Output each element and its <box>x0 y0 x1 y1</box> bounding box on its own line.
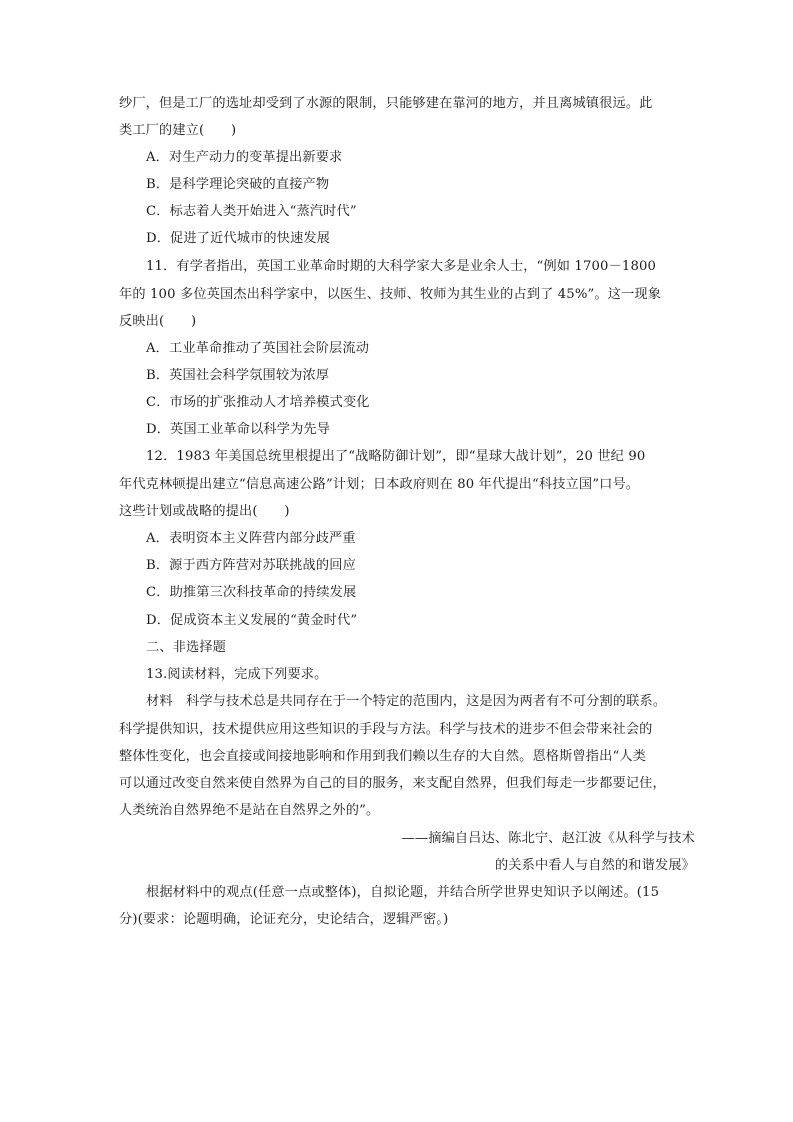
question-11-option-a: A．工业革命推动了英国社会阶层流动 <box>146 341 370 356</box>
question-12-option-b: B．源于西方阵营对苏联挑战的回应 <box>146 558 356 573</box>
question-13-task-line-2: 分)(要求：论题明确，论证充分，史论结合，逻辑严密。) <box>119 912 449 927</box>
question-10-option-d: D．促进了近代城市的快速发展 <box>146 231 331 246</box>
question-12-option-c: C．助推第三次科技革命的持续发展 <box>146 585 357 600</box>
question-11-option-d: D．英国工业革命以科学为先导 <box>146 422 331 437</box>
question-10-stem-line-2: 类工厂的建立( ) <box>119 123 237 138</box>
section-heading: 二、非选择题 <box>146 640 227 655</box>
question-12-option-d: D．促成资本主义发展的“黄金时代” <box>146 613 358 628</box>
material-line-2: 科学提供知识，技术提供应用这些知识的手段与方法。科学与技术的进步不但会带来社会的 <box>119 722 653 737</box>
question-12-stem-line-3: 这些计划或战略的提出( ) <box>119 504 290 519</box>
question-10-option-a: A．对生产动力的变革提出新要求 <box>146 150 343 165</box>
question-13-prompt: 13.阅读材料，完成下列要求。 <box>146 667 328 682</box>
question-11-stem-line-1: 11．有学者指出，英国工业革命时期的大科学家大多是业余人士，“例如 1700－1800 <box>146 259 657 274</box>
question-10-option-c: C．标志着人类开始进入“蒸汽时代” <box>146 204 357 219</box>
question-12-option-a: A．表明资本主义阵营内部分歧严重 <box>146 531 356 546</box>
question-13-task-line-1: 根据材料中的观点(任意一点或整体)，自拟论题，并结合所学世界史知识予以阐述。(15 <box>146 885 660 900</box>
material-line-3: 整体性变化，也会直接或间接地影响和作用到我们赖以生存的大自然。恩格斯曾指出“人类 <box>119 749 647 764</box>
question-11-option-c: C．市场的扩张推动人才培养模式变化 <box>146 395 370 410</box>
material-line-5: 人类统治自然界绝不是站在自然界之外的”。 <box>119 803 380 818</box>
source-citation-line-2: 的关系中看人与自然的和谐发展》 <box>494 858 695 873</box>
question-12-stem-line-1: 12．1983 年美国总统里根提出了“战略防御计划”，即“星球大战计划”，20 世纪 90 <box>146 449 646 464</box>
question-11-option-b: B．英国社会科学氛围较为浓厚 <box>146 368 330 383</box>
question-10-stem-line-1: 纱厂，但是工厂的选址却受到了水源的限制，只能够建在靠河的地方，并且离城镇很远。此 <box>119 96 653 111</box>
question-12-stem-line-2: 年代克林顿提出建立“信息高速公路”计划；日本政府则在 80 年代提出“科技立国”口号。 <box>119 477 640 492</box>
source-citation-line-1: ——摘编自吕达、陈北宁、赵江波《从科学与技术 <box>401 831 695 846</box>
question-11-stem-line-2: 年的 100 多位英国杰出科学家中，以医生、技师、牧师为其生业的占到了 45%”。这一现象 <box>119 287 662 302</box>
question-10-option-b: B．是科学理论突破的直接产物 <box>146 177 330 192</box>
material-line-1: 材料 科学与技术总是共同存在于一个特定的范围内，这是因为两者有不可分割的联系。 <box>146 694 667 709</box>
material-line-4: 可以通过改变自然来使自然界为自己的目的服务，来支配自然界，但我们每走一步都要记住， <box>119 776 666 791</box>
question-11-stem-line-3: 反映出( ) <box>119 314 197 329</box>
